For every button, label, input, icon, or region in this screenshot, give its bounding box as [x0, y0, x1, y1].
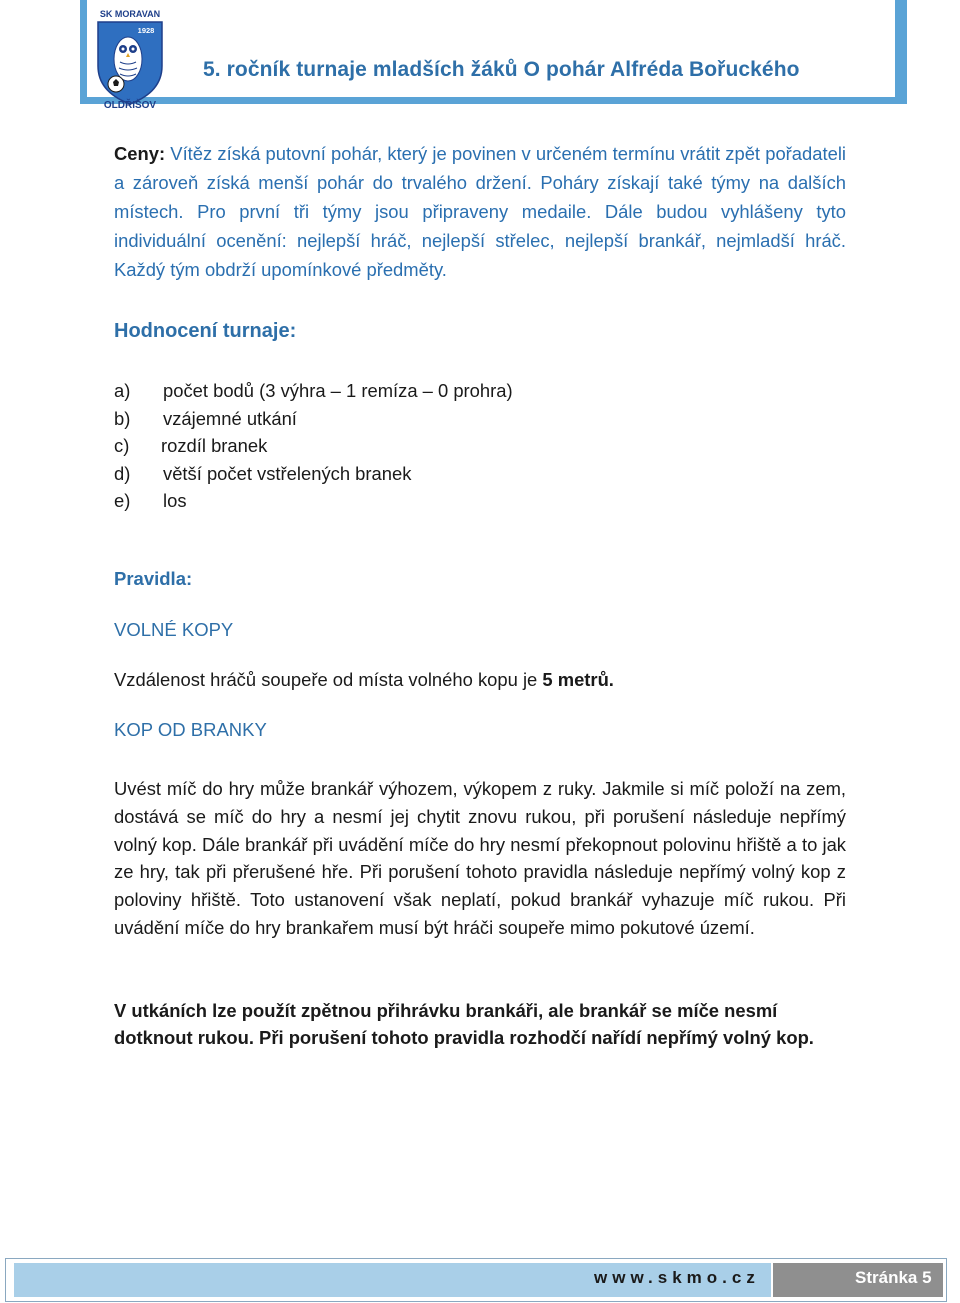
prizes-section [114, 139, 846, 284]
header-rule [80, 97, 907, 104]
page-header [0, 0, 960, 110]
list-item [114, 377, 513, 405]
evaluation-list [114, 377, 513, 515]
prizes-label: Ceny: [114, 143, 166, 164]
rules-heading: Pravidla: [114, 568, 193, 589]
svg-text:SK MORAVAN: SK MORAVAN [99, 9, 161, 19]
list-marker: a) [114, 380, 131, 401]
list-text: větší počet vstřelených branek [163, 462, 412, 484]
header-left-bar [80, 0, 87, 104]
free-kicks-distance: 5 metrů. [542, 669, 614, 690]
free-kicks-heading: VOLNÉ KOPY [114, 619, 234, 640]
list-item [114, 432, 513, 460]
goal-kick-text: Uvést míč do hry může brankář výhozem, výkopem z ruky. Jakmile si míč položí na zem, dostává se míč do hry a nesmí jej chytit znovu rukou, při porušení následuje nepřímý volný kop. Dále brankář při uvádění míče do hry nesmí překopnout polovinu hřiště a to jak ze hry, tak při přerušené hře. Při porušení tohoto pravidla následuje nepřímý volný kop z poloviny hřiště. Toto ustanovení však neplatí, pokud brankář vyhazuje míč rukou. Při uvádění míče do hry brankařem musí být hráči soupeře mimo pokutové území. [114, 778, 846, 938]
free-kicks-sentence: Vzdálenost hráčů soupeře od místa volného kopu je [114, 669, 543, 690]
svg-text:1928: 1928 [137, 26, 155, 35]
list-item [114, 460, 513, 488]
list-text: počet bodů (3 výhra – 1 remíza – 0 prohra) [163, 380, 513, 401]
list-text: rozdíl branek [161, 435, 268, 456]
prizes-paragraph [114, 139, 846, 284]
header-title: 5. ročník turnaje mladších žáků O pohár Alfréda Bořuckého [203, 58, 800, 81]
list-marker: e) [114, 490, 131, 511]
list-marker: b) [114, 407, 131, 429]
header-right-bar [895, 0, 907, 104]
list-text: los [163, 490, 187, 511]
goal-kick-heading: KOP OD BRANKY [114, 719, 267, 740]
evaluation-heading: Hodnocení turnaje: [114, 320, 297, 342]
page-number: Stránka 5 [855, 1268, 932, 1287]
list-item [114, 487, 513, 515]
svg-text:OLDŘIŠOV: OLDŘIŠOV [103, 100, 157, 109]
backpass-rule: V utkáních lze použít zpětnou přihrávku brankáři, ale brankář se míče nesmí dotknout rukou. Při porušení tohoto pravidla rozhodčí nařídí nepřímý volný kop. [114, 1000, 814, 1048]
list-text: vzájemné utkání [163, 407, 297, 429]
club-crest-logo [90, 4, 170, 109]
list-item [114, 405, 513, 433]
prizes-text: Vítěz získá putovní pohár, který je povinen v určeném termínu vrátit zpět pořadateli a zároveň získá menší pohár do trvalého držení. Poháry získají také týmy na dalších místech. Pro první tři týmy jsou připraveny medaile. Dále budou vyhlášeny tyto individuální ocenění: nejlepší hráč, nejlepší střelec, nejlepší brankář, nejmladší hráč. Každý tým obdrží upomínkové předměty. [114, 143, 846, 280]
list-marker: c) [114, 435, 130, 456]
footer-url: www.skmo.cz [594, 1268, 760, 1287]
list-marker: d) [114, 462, 131, 484]
free-kicks-text [114, 669, 614, 691]
